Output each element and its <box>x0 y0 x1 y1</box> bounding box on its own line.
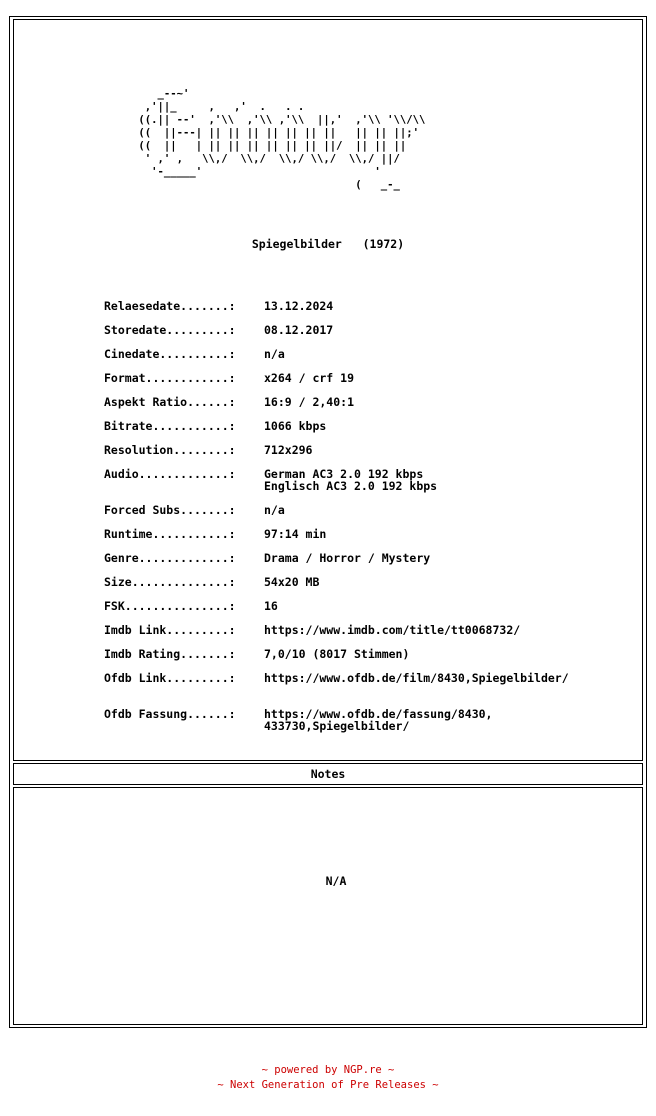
info-label: Forced Subs.......: <box>104 503 236 517</box>
info-row-bitrate <box>104 418 569 442</box>
info-value: 16 <box>264 599 278 613</box>
info-label: Cinedate..........: <box>104 347 236 361</box>
footer-powered-by: ~ powered by NGP.re ~ <box>261 1064 395 1076</box>
info-label: Storedate.........: <box>104 323 236 337</box>
info-row-ofdb-link <box>104 670 569 706</box>
info-value: 97:14 min <box>264 527 327 541</box>
notes-header <box>13 763 643 785</box>
info-row-releasedate <box>104 298 569 322</box>
info-label: Genre.............: <box>104 551 236 565</box>
info-label: Audio.............: <box>104 467 236 481</box>
ofdb-fassung-link[interactable]: https://www.ofdb.de/fassung/8430, 433730,Spiegelbilder/ <box>264 707 493 733</box>
info-label: FSK...............: <box>104 599 236 613</box>
info-label: Size..............: <box>104 575 236 589</box>
info-row-aspect-ratio <box>104 394 569 418</box>
notes-label: Notes <box>310 767 346 781</box>
info-row-imdb-link <box>104 622 569 646</box>
info-row-genre <box>104 550 569 574</box>
info-value: Drama / Horror / Mystery <box>264 551 431 565</box>
info-label: Ofdb Link.........: <box>104 671 236 685</box>
info-row-forced-subs <box>104 502 569 526</box>
info-label: Aspekt Ratio......: <box>104 395 236 409</box>
ascii-logo: _--~' ,'||_ , ,' . . . ((.|| --' ,'\\ ,'\\ ,'\\ ||,' ,'\\ '\\/\\ (( ||---| || || || || || || || || || ||;' (( || | || || || || || || ||/ || || || ' ,' , \\,/ \\,/ \\,/ \\,/ \\,/ ||/ '-_____' ' ( _-_ <box>138 88 426 191</box>
info-row-cinedate <box>104 346 569 370</box>
notes-panel <box>13 787 643 1025</box>
info-value: 712x296 <box>264 443 313 457</box>
info-value: 16:9 / 2,40:1 <box>264 395 355 409</box>
info-row-format <box>104 370 569 394</box>
info-label: Resolution........: <box>104 443 236 457</box>
info-row-runtime <box>104 526 569 550</box>
info-value: 13.12.2024 <box>264 299 334 313</box>
info-label: Imdb Link.........: <box>104 623 236 637</box>
ofdb-link[interactable]: https://www.ofdb.de/film/8430,Spiegelbilder/ <box>264 671 569 685</box>
notes-text: N/A <box>325 874 347 888</box>
info-value: n/a <box>264 347 285 361</box>
imdb-link[interactable]: https://www.imdb.com/title/tt0068732/ <box>264 623 521 637</box>
info-label: Imdb Rating.......: <box>104 647 236 661</box>
info-row-storedate <box>104 322 569 346</box>
info-label: Format............: <box>104 371 236 385</box>
info-value: 08.12.2017 <box>264 323 334 337</box>
info-label: Bitrate...........: <box>104 419 236 433</box>
info-label: Ofdb Fassung......: <box>104 707 236 721</box>
info-row-size <box>104 574 569 598</box>
info-value: 1066 kbps <box>264 419 327 433</box>
info-value: n/a <box>264 503 285 517</box>
info-value: German AC3 2.0 192 kbps Englisch AC3 2.0 192 kbps <box>264 467 438 493</box>
info-value: 7,0/10 (8017 Stimmen) <box>264 647 410 661</box>
info-row-fsk <box>104 598 569 622</box>
info-list <box>104 298 569 742</box>
info-label: Relaesedate.......: <box>104 299 236 313</box>
info-label: Runtime...........: <box>104 527 236 541</box>
info-row-resolution <box>104 442 569 466</box>
info-row-ofdb-fassung <box>104 706 569 742</box>
info-row-imdb-rating <box>104 646 569 670</box>
release-title: Spiegelbilder (1972) <box>251 237 405 251</box>
info-value: x264 / crf 19 <box>264 371 355 385</box>
info-row-audio <box>104 466 569 502</box>
info-value: 54x20 MB <box>264 575 320 589</box>
footer-tagline: ~ Next Generation of Pre Releases ~ <box>217 1079 439 1091</box>
